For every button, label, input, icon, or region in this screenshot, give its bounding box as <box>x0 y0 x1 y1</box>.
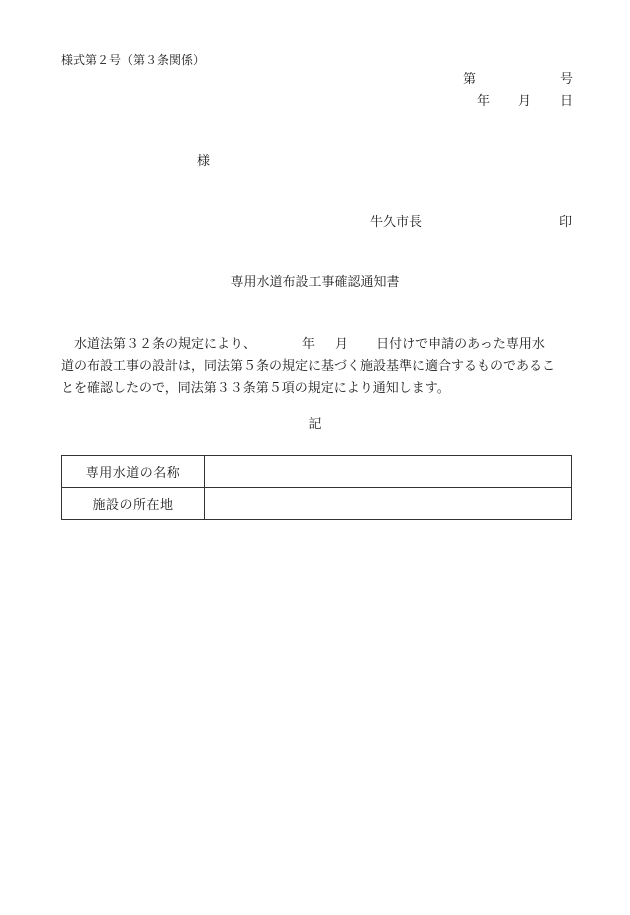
issuer-seal-mark: 印 <box>559 215 573 230</box>
facility-info-table <box>61 455 572 520</box>
table-row <box>62 488 572 520</box>
body-line-1 <box>61 334 573 356</box>
notice-body <box>61 334 573 400</box>
table-label-location: 施設の所在地 <box>62 488 205 520</box>
date-day-label: 日 <box>560 94 574 109</box>
ki-heading: 記 <box>308 417 322 432</box>
date-year-label: 年 <box>477 94 491 109</box>
body-line-3: とを確認したので，同法第３３条第５項の規定により通知します。 <box>61 381 450 396</box>
body-year-label: 年 <box>302 337 316 352</box>
issuer-title: 牛久市長 <box>370 215 423 230</box>
body-line-2: 道の布設工事の設計は，同法第５条の規定に基づく施設基準に適合するものであるこ <box>61 359 556 374</box>
table-value-location[interactable] <box>205 488 572 520</box>
body-text-part1: 水道法第３２条の規定により、 <box>74 337 257 352</box>
table-value-name[interactable] <box>205 456 572 488</box>
body-month-label: 月 <box>335 337 349 352</box>
document-number-prefix: 第 <box>463 72 477 87</box>
addressee-honorific: 様 <box>197 154 211 169</box>
body-text-part2: 日付けで申請のあった専用水 <box>376 337 545 352</box>
table-row <box>62 456 572 488</box>
form-number-label: 様式第２号（第３条関係） <box>61 53 206 67</box>
date-month-label: 月 <box>518 94 532 109</box>
document-number-suffix: 号 <box>560 72 574 87</box>
document-title: 専用水道布設工事確認通知書 <box>230 275 400 290</box>
table-label-name: 専用水道の名称 <box>62 456 205 488</box>
